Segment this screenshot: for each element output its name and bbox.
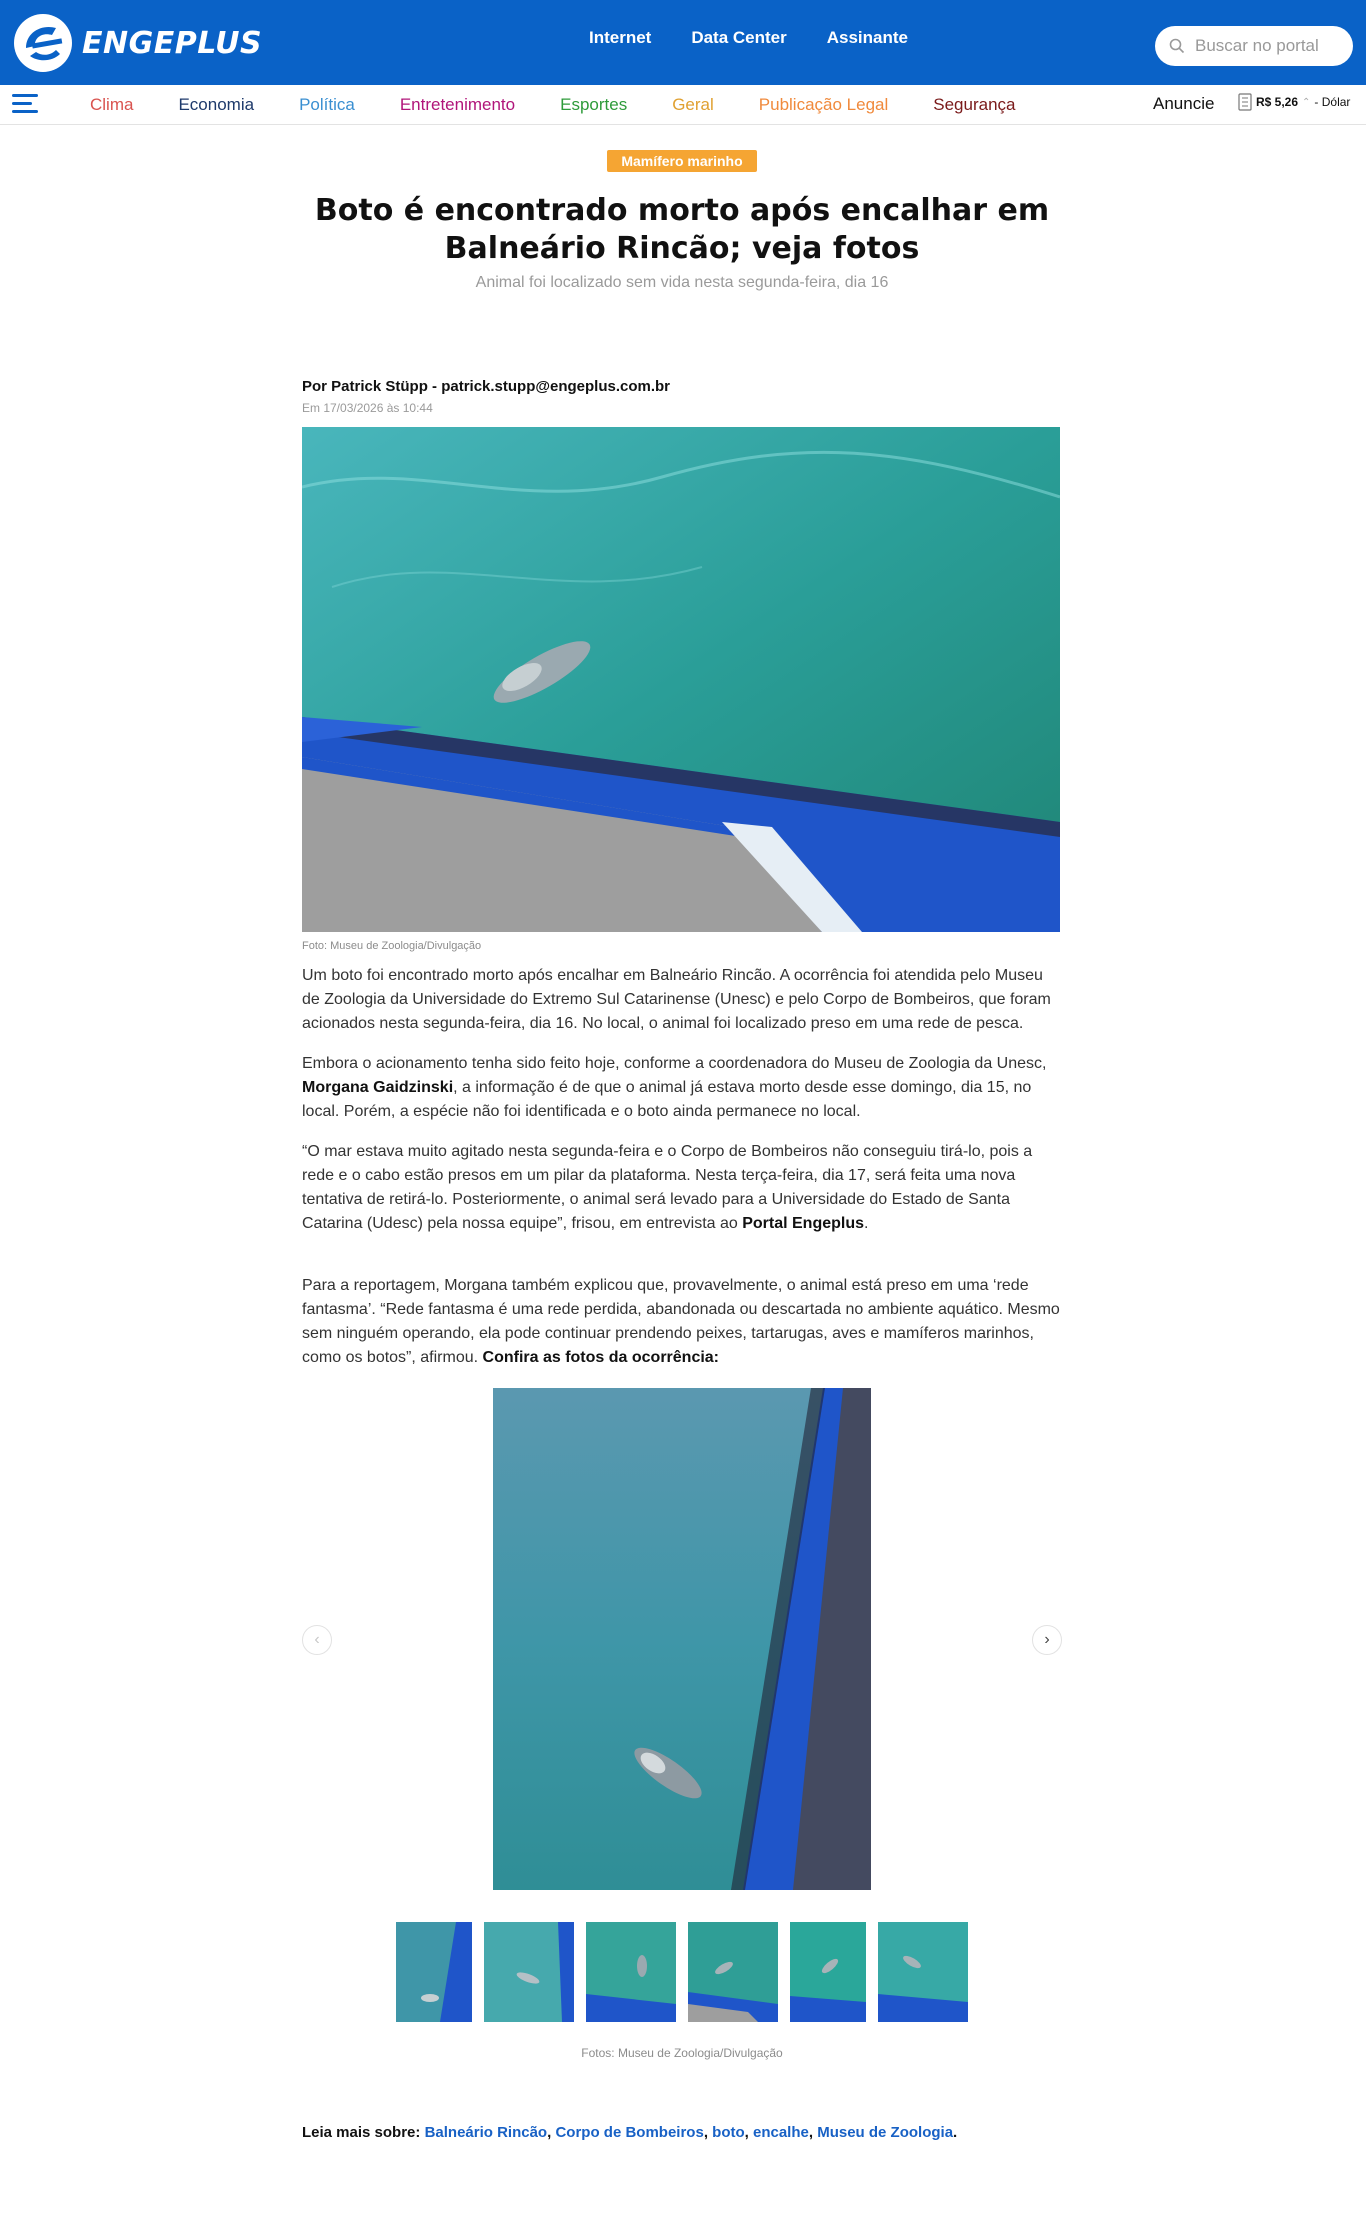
read-more: Leia mais sobre: Balneário Rincão, Corpo de Bombeiros, boto, encalhe, Museu de Zoologia. xyxy=(302,2124,958,2141)
trend-up-icon: ⌃ xyxy=(1302,96,1311,108)
engeplus-logo-icon xyxy=(12,12,74,74)
logo[interactable] xyxy=(12,10,262,76)
category-clima[interactable]: Clima xyxy=(90,95,134,114)
dolar-widget xyxy=(1238,93,1350,111)
gallery-intro: Confira as fotos da ocorrência: xyxy=(482,1349,720,1366)
paragraph-1: Um boto foi encontrado morto após encalhar em Balneário Rincão. A ocorrência foi atendida pelo Museu de Zoologia da Universidade do Extremo Sul Catarinense (Unesc) e pelo Corpo de Bombeiros, que foram acionados nesta segunda-feira, dia 16. No local, o animal foi localizado preso em uma rede de pesca. xyxy=(302,967,1051,1032)
gallery-thumbnail[interactable] xyxy=(790,1922,866,2022)
category-esportes[interactable]: Esportes xyxy=(560,95,628,114)
nav-data-center[interactable]: Data Center xyxy=(691,28,787,47)
dolar-label: - Dólar xyxy=(1314,95,1351,109)
tag-link[interactable]: boto xyxy=(712,2124,745,2141)
portal-name: Portal Engeplus xyxy=(742,1215,865,1232)
article-tag[interactable]: Mamífero marinho xyxy=(607,150,757,172)
category-entretenimento[interactable]: Entretenimento xyxy=(399,95,516,114)
paragraph-2: Embora o acionamento tenha sido feito hoje, conforme a coordenadora do Museu de Zoologia da Unesc, Morgana Gaidzinski, a informação é de que o animal já estava morto desde esse domingo, dia 15, no local. Porém, a espécie não foi identificada e o boto ainda permanece no local. xyxy=(302,1055,1047,1120)
gallery-thumbnail[interactable] xyxy=(878,1922,968,2022)
source-name: Morgana Gaidzinski xyxy=(302,1079,454,1096)
gallery-thumbnail[interactable] xyxy=(396,1922,472,2022)
photo-caption: Foto: Museu de Zoologia/Divulgação xyxy=(302,940,482,952)
paragraph-4: Para a reportagem, Morgana também explicou que, provavelmente, o animal está preso em uma ‘rede fantasma’. “Rede fantasma é uma rede perdida, abandonada ou descartada no ambiente aquático. Mesmo sem ninguém operando, ela pode continuar prendendo peixes, tartarugas, aves e mamíferos marinhos, como os botos”, afirmou. Confira as fotos da ocorrência: xyxy=(302,1277,1060,1366)
paragraph-3: “O mar estava muito agitado nesta segunda-feira e o Corpo de Bombeiros não conseguiu tirá-lo, pois a rede e o cabo estão presos em um pilar da plataforma. Nesta terça-feira, dia 17, será feita uma nova tentativa de retirá-lo. Posteriormente, o animal será levado para a Universidade do Estado de Santa Catarina (Udesc) pela nossa equipe”, frisou, em entrevista ao Portal Engeplus. xyxy=(302,1143,1033,1232)
article-author: Por Patrick Stüpp - patrick.stupp@engeplus.com.br xyxy=(302,378,671,395)
category-nav xyxy=(90,95,1016,115)
chevron-left-icon: ‹ xyxy=(314,1631,320,1648)
read-more-label: Leia mais sobre: xyxy=(302,2124,425,2141)
category-bar xyxy=(0,85,1366,125)
search-icon xyxy=(1169,38,1185,54)
article-date: Em 17/03/2026 às 10:44 xyxy=(302,401,433,415)
gallery-thumbnail[interactable] xyxy=(586,1922,676,2022)
gallery-next-button[interactable] xyxy=(1032,1625,1062,1655)
tag-link[interactable]: encalhe xyxy=(752,2124,809,2141)
category-geral[interactable]: Geral xyxy=(672,95,714,114)
category-publicacao-legal[interactable]: Publicação Legal xyxy=(758,95,889,114)
money-icon xyxy=(1238,93,1252,111)
article-title: Boto é encontrado morto após encalhar em Balneário Rincão; veja fotos xyxy=(314,193,1050,266)
gallery-thumbnail[interactable] xyxy=(484,1922,574,2022)
tag-link[interactable]: Balneário Rincão xyxy=(424,2124,548,2141)
anuncie-link[interactable]: Anuncie xyxy=(1153,94,1215,113)
top-nav xyxy=(589,28,908,48)
category-economia[interactable]: Economia xyxy=(178,95,255,114)
gallery-caption: Fotos: Museu de Zoologia/Divulgação xyxy=(581,2046,783,2060)
search-box[interactable] xyxy=(1155,26,1353,66)
dolar-value: R$ 5,26 xyxy=(1256,95,1299,109)
menu-icon[interactable] xyxy=(12,94,38,116)
nav-internet[interactable]: Internet xyxy=(588,28,652,47)
header xyxy=(0,0,1366,85)
gallery-thumbnails xyxy=(302,1922,1062,2022)
tag-link[interactable]: Corpo de Bombeiros xyxy=(555,2124,704,2141)
gallery-photo[interactable] xyxy=(493,1388,871,1890)
gallery-prev-button[interactable] xyxy=(302,1625,332,1655)
main-photo[interactable] xyxy=(302,427,1060,932)
category-politica[interactable]: Política xyxy=(299,95,355,114)
search-input[interactable] xyxy=(1195,36,1335,56)
gallery-thumbnail[interactable] xyxy=(688,1922,778,2022)
category-seguranca[interactable]: Segurança xyxy=(933,95,1016,114)
chevron-right-icon: › xyxy=(1044,1631,1050,1648)
photo-gallery xyxy=(302,1388,1062,1890)
article xyxy=(302,150,1062,2141)
nav-assinante[interactable]: Assinante xyxy=(826,28,908,47)
tag-link[interactable]: Museu de Zoologia xyxy=(817,2124,954,2141)
article-subtitle: Animal foi localizado sem vida nesta segunda-feira, dia 16 xyxy=(475,274,889,291)
logo-text: ENGEPLUS xyxy=(82,25,263,61)
